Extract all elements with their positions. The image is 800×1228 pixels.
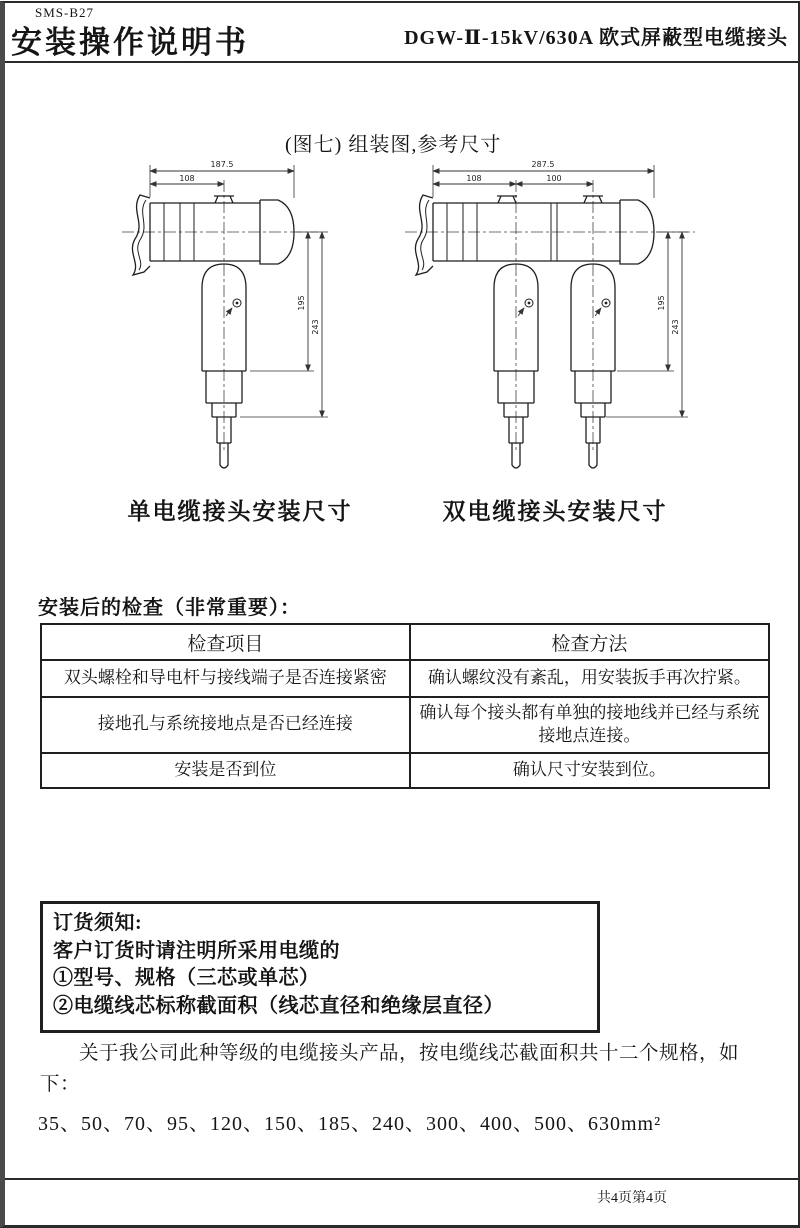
dim-left-double: 108 <box>466 174 482 183</box>
dim-right-double: 100 <box>546 174 562 183</box>
dim-height-outer-single: 243 <box>311 319 320 335</box>
dimension-lines <box>150 160 328 417</box>
cable-break <box>415 195 433 275</box>
dim-total-single: 187.5 <box>210 160 234 169</box>
check-table-header-row <box>41 624 769 660</box>
single-connector-drawing <box>120 153 360 493</box>
dim-height-inner-double: 195 <box>657 295 666 311</box>
order-notice-line: ②电缆线芯标称截面积（线芯直径和绝缘层直径） <box>53 994 504 1017</box>
order-notice-box <box>40 901 600 1033</box>
page-header <box>5 3 798 63</box>
dim-height-outer-double: 243 <box>671 319 680 335</box>
spec-paragraph: 关于我公司此种等级的电缆接头产品，按电缆线芯截面积共十二个规格，如下： <box>40 1043 740 1096</box>
document-page <box>0 1 800 1228</box>
footer-divider <box>5 1178 798 1180</box>
table-row <box>41 697 769 753</box>
check-section-heading: 安装后的检查（非常重要）： <box>38 597 301 619</box>
check-table <box>40 623 770 789</box>
sizes-line: 35、50、70、95、120、150、185、240、300、400、500、630mm² <box>38 1113 662 1135</box>
dim-left-single: 108 <box>179 174 195 183</box>
check-method-cell: 确认尺寸安装到位。 <box>410 753 769 788</box>
double-connector-drawing <box>403 153 713 493</box>
connector-body <box>433 196 654 264</box>
order-notice-line: ①型号、规格（三芯或单芯） <box>53 967 320 990</box>
order-notice-title: 订货须知: <box>53 912 143 934</box>
double-connector-label: 双电缆接头安装尺寸 <box>442 499 668 524</box>
check-item-cell: 双头螺栓和导电杆与接线端子是否连接紧密 <box>41 660 410 697</box>
check-method-cell: 确认螺纹没有紊乱，用安装扳手再次拧紧。 <box>410 660 769 697</box>
table-row <box>41 753 769 788</box>
page-number: 共4页第4页 <box>597 1191 667 1206</box>
doc-title: 安装操作说明书 <box>11 25 249 60</box>
check-table-header-item: 检查项目 <box>41 624 410 660</box>
dimension-lines <box>433 160 688 417</box>
order-notice-line: 客户订货时请注明所采用电缆的 <box>53 939 340 962</box>
check-item-cell: 安装是否到位 <box>41 753 410 788</box>
figure-caption: (图七) 组装图,参考尺寸 <box>285 134 502 156</box>
dim-height-inner-single: 195 <box>297 295 306 311</box>
check-item-cell: 接地孔与系统接地点是否已经连接 <box>41 697 410 753</box>
doc-code: SMS-B27 <box>35 5 95 20</box>
check-table-header-method: 检查方法 <box>410 624 769 660</box>
dim-total-double: 287.5 <box>531 160 555 169</box>
cable-break <box>132 195 150 275</box>
connector-body <box>150 196 294 264</box>
product-model: DGW-Ⅱ-15kV/630A 欧式屏蔽型电缆接头 <box>404 27 788 49</box>
single-connector-label: 单电缆接头安装尺寸 <box>127 499 353 524</box>
check-method-cell: 确认每个接头都有单独的接地线并已经与系统接地点连接。 <box>410 697 769 753</box>
table-row <box>41 660 769 697</box>
